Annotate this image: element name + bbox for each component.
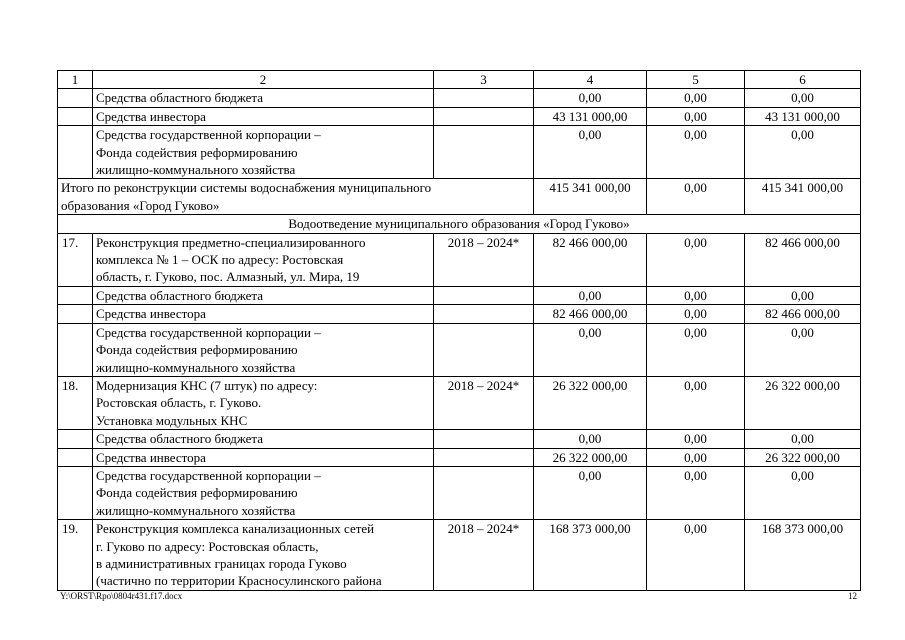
header-cell: 4 [534, 71, 647, 89]
table-row [58, 448, 861, 466]
description-line: Средства государственной корпорации – [96, 324, 321, 340]
page-number: 12 [848, 591, 857, 601]
description-line: Модернизация КНС (7 штук) по адресу: [96, 377, 318, 393]
value-cell: 0,00 [647, 323, 745, 376]
value-cell: 82 466 000,00 [745, 305, 861, 323]
table-row [58, 466, 861, 519]
value-cell: 0,00 [534, 286, 647, 304]
table-row [58, 520, 861, 591]
value-cell: 0,00 [534, 89, 647, 107]
description-line: Реконструкция предметно-специализированного [96, 234, 366, 250]
value-cell: 415 341 000,00 [534, 179, 647, 215]
table-row [58, 89, 861, 107]
table-row [58, 430, 861, 448]
section-heading: Водоотведение муниципального образования «Город Гуково» [58, 215, 861, 233]
description-line: жилищно-коммунального хозяйства [96, 162, 296, 178]
value-cell: 0,00 [647, 520, 745, 591]
table-row [58, 305, 861, 323]
value-cell: 0,00 [745, 126, 861, 179]
value-cell: 0,00 [647, 448, 745, 466]
total-line: Итого по реконструкции системы водоснабжения муниципального [61, 180, 432, 196]
period-cell [434, 89, 534, 107]
value-cell: 0,00 [534, 430, 647, 448]
value-cell: 82 466 000,00 [534, 305, 647, 323]
value-cell: 0,00 [647, 179, 745, 215]
description-cell [93, 233, 434, 286]
total-label-cell [58, 179, 534, 215]
description-cell [93, 520, 434, 591]
number-cell [58, 305, 93, 323]
table-row [58, 376, 861, 429]
description-cell [93, 466, 434, 519]
description-line: (частично по территории Красносулинского района [96, 573, 382, 589]
value-cell: 43 131 000,00 [534, 107, 647, 125]
description-cell [93, 126, 434, 179]
value-cell: 26 322 000,00 [745, 448, 861, 466]
value-cell: 26 322 000,00 [534, 376, 647, 429]
number-cell [58, 323, 93, 376]
period-cell [434, 107, 534, 125]
description-line: жилищно-коммунального хозяйства [96, 502, 296, 518]
period-cell [434, 323, 534, 376]
table-header-row [58, 71, 861, 89]
period-cell: 2018 – 2024* [434, 520, 534, 591]
value-cell: 0,00 [534, 126, 647, 179]
footer-file-path: Y:\ORST\Rpo\0804r431.f17.docx [60, 591, 183, 601]
number-cell: 18. [58, 376, 93, 429]
description-cell: Средства областного бюджета [93, 430, 434, 448]
header-cell: 1 [58, 71, 93, 89]
number-cell [58, 466, 93, 519]
value-cell: 0,00 [745, 89, 861, 107]
description-line: Реконструкция комплекса канализационных сетей [96, 521, 375, 537]
header-cell: 6 [745, 71, 861, 89]
description-cell [93, 323, 434, 376]
value-cell: 26 322 000,00 [745, 376, 861, 429]
number-cell [58, 107, 93, 125]
description-line: Фонда содействия реформированию [96, 342, 298, 358]
total-line: образования «Город Гуково» [61, 197, 220, 213]
table-row [58, 233, 861, 286]
description-cell [93, 376, 434, 429]
value-cell: 0,00 [534, 466, 647, 519]
number-cell [58, 286, 93, 304]
value-cell: 0,00 [647, 376, 745, 429]
section-heading-row [58, 215, 861, 233]
value-cell: 82 466 000,00 [745, 233, 861, 286]
number-cell: 17. [58, 233, 93, 286]
table-row [58, 107, 861, 125]
description-line: область, г. Гуково, пос. Алмазный, ул. Мира, 19 [96, 269, 360, 285]
value-cell: 0,00 [745, 286, 861, 304]
description-cell: Средства областного бюджета [93, 286, 434, 304]
value-cell: 0,00 [647, 430, 745, 448]
value-cell: 0,00 [534, 323, 647, 376]
description-line: Средства государственной корпорации – [96, 127, 321, 143]
value-cell: 0,00 [647, 466, 745, 519]
number-cell [58, 89, 93, 107]
number-cell: 19. [58, 520, 93, 591]
table-row [58, 323, 861, 376]
total-row [58, 179, 861, 215]
period-cell: 2018 – 2024* [434, 233, 534, 286]
value-cell: 0,00 [647, 107, 745, 125]
description-cell: Средства инвестора [93, 107, 434, 125]
value-cell: 43 131 000,00 [745, 107, 861, 125]
description-line: Средства государственной корпорации – [96, 467, 321, 483]
period-cell [434, 286, 534, 304]
number-cell [58, 430, 93, 448]
header-cell: 2 [93, 71, 434, 89]
value-cell: 82 466 000,00 [534, 233, 647, 286]
value-cell: 0,00 [647, 126, 745, 179]
value-cell: 168 373 000,00 [534, 520, 647, 591]
period-cell [434, 305, 534, 323]
value-cell: 0,00 [745, 323, 861, 376]
table-row [58, 286, 861, 304]
header-cell: 5 [647, 71, 745, 89]
description-cell: Средства инвестора [93, 448, 434, 466]
table-row [58, 126, 861, 179]
period-cell [434, 126, 534, 179]
value-cell: 415 341 000,00 [745, 179, 861, 215]
description-line: Фонда содействия реформированию [96, 485, 298, 501]
description-line: комплекса № 1 – ОСК по адресу: Ростовская [96, 252, 344, 268]
description-line: в административных границах города Гуково [96, 555, 347, 571]
header-cell: 3 [434, 71, 534, 89]
description-line: Установка модульных КНС [96, 412, 248, 428]
value-cell: 0,00 [647, 233, 745, 286]
description-line: Ростовская область, г. Гуково. [96, 395, 262, 411]
value-cell: 0,00 [647, 305, 745, 323]
value-cell: 0,00 [745, 430, 861, 448]
period-cell [434, 430, 534, 448]
value-cell: 0,00 [647, 286, 745, 304]
period-cell: 2018 – 2024* [434, 376, 534, 429]
description-line: Фонда содействия реформированию [96, 144, 298, 160]
description-line: г. Гуково по адресу: Ростовская область, [96, 538, 319, 554]
value-cell: 168 373 000,00 [745, 520, 861, 591]
period-cell [434, 448, 534, 466]
data-table [57, 70, 861, 591]
value-cell: 0,00 [745, 466, 861, 519]
period-cell [434, 466, 534, 519]
value-cell: 26 322 000,00 [534, 448, 647, 466]
description-line: жилищно-коммунального хозяйства [96, 359, 296, 375]
number-cell [58, 448, 93, 466]
number-cell [58, 126, 93, 179]
value-cell: 0,00 [647, 89, 745, 107]
description-cell: Средства областного бюджета [93, 89, 434, 107]
description-cell: Средства инвестора [93, 305, 434, 323]
